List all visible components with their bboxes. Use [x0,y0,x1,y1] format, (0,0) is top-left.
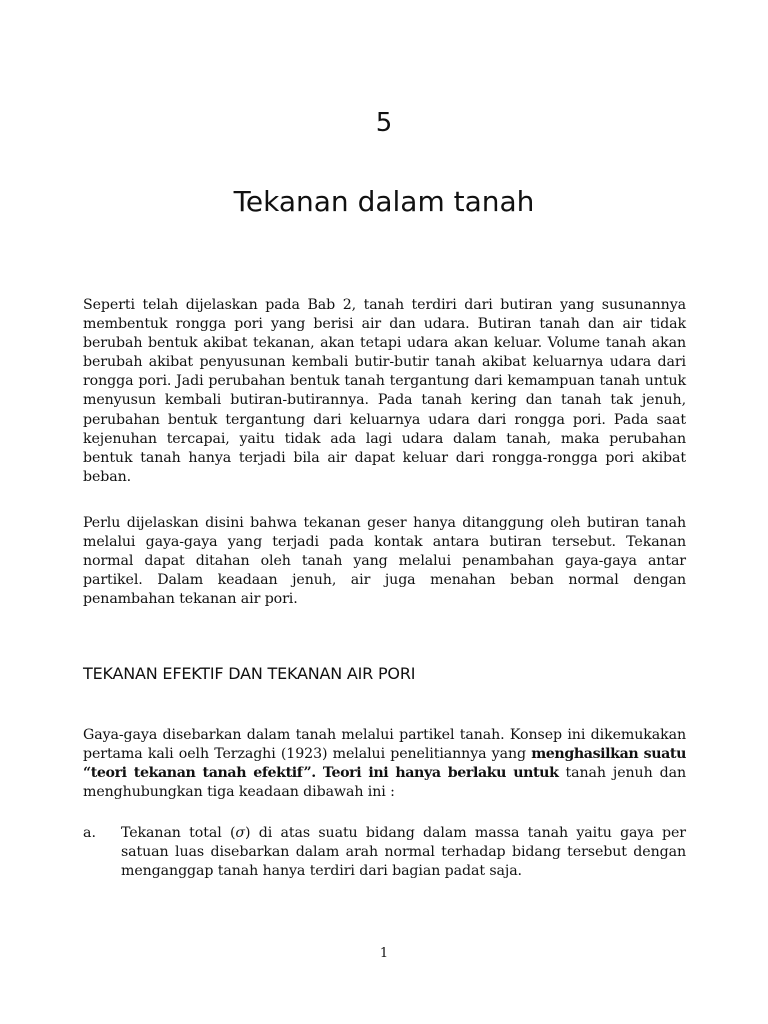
section-heading: TEKANAN EFEKTIF DAN TEKANAN AIR PORI [83,664,416,683]
chapter-title: Tekanan dalam tanah [233,185,535,218]
list-item-text [121,824,686,881]
sigma-symbol: σ [235,825,245,841]
effective-stress-theory-text: menghasilkan suatu “teori tekanan tanah efektif”. Teori ini hanya berlaku untuk [83,746,686,782]
page-number: 1 [379,946,389,961]
list-marker: a. [83,825,96,841]
shear-stress-paragraph: Perlu dijelaskan disini bahwa tekanan geser hanya ditanggung oleh butiran tanah melalui gaya-gaya yang terjadi pada kontak antara butiran tersebut. Tekanan normal dapat ditahan oleh tanah yang melalui penambahan gaya-gaya antar partikel. Dalam keadaan jenuh, air juga menahan beban normal dengan penambahan tekanan air pori. [83,515,686,608]
terzaghi-paragraph-text-end: tanah jenuh dan menghubungkan tiga keadaan dibawah ini : [83,765,686,801]
list-item-a [83,824,686,881]
total-stress-definition: ) di atas suatu bidang dalam massa tanah yaitu gaya per satuan luas disebarkan dalam arah normal terhadap bidang tersebut dengan menganggap tanah hanya terdiri dari bagian padat saja. [121,825,686,880]
chapter-number: 5 [375,108,393,138]
terzaghi-paragraph [83,726,686,802]
intro-paragraph: Seperti telah dijelaskan pada Bab 2, tanah terdiri dari butiran yang susunannya membentuk rongga pori yang berisi air dan udara. Butiran tanah dan air tidak berubah bentuk akibat tekanan, akan tetapi udara akan keluar. Volume tanah akan berubah akibat penyusunan kembali butir-butir tanah akibat keluarnya udara dari rongga pori. Jadi perubahan bentuk tanah tergantung dari kemampuan tanah untuk menyusun kembali butiran-butirannya. Pada tanah kering dan tanah tak jenuh, perubahan bentuk tergantung dari keluarnya udara dari rongga pori. Pada saat kejenuhan tercapai, yaitu tidak ada lagi udara dalam tanah, maka perubahan bentuk tanah hanya terjadi bila air dapat keluar dari rongga-rongga pori akibat beban. [83,297,686,485]
total-stress-text: Tekanan total ( [121,825,236,841]
terzaghi-paragraph-text: Gaya-gaya disebarkan dalam tanah melalui partikel tanah. Konsep ini dikemukakan pertama kali oelh Terzaghi (1923) melalui penelitiannya yang [83,727,686,763]
